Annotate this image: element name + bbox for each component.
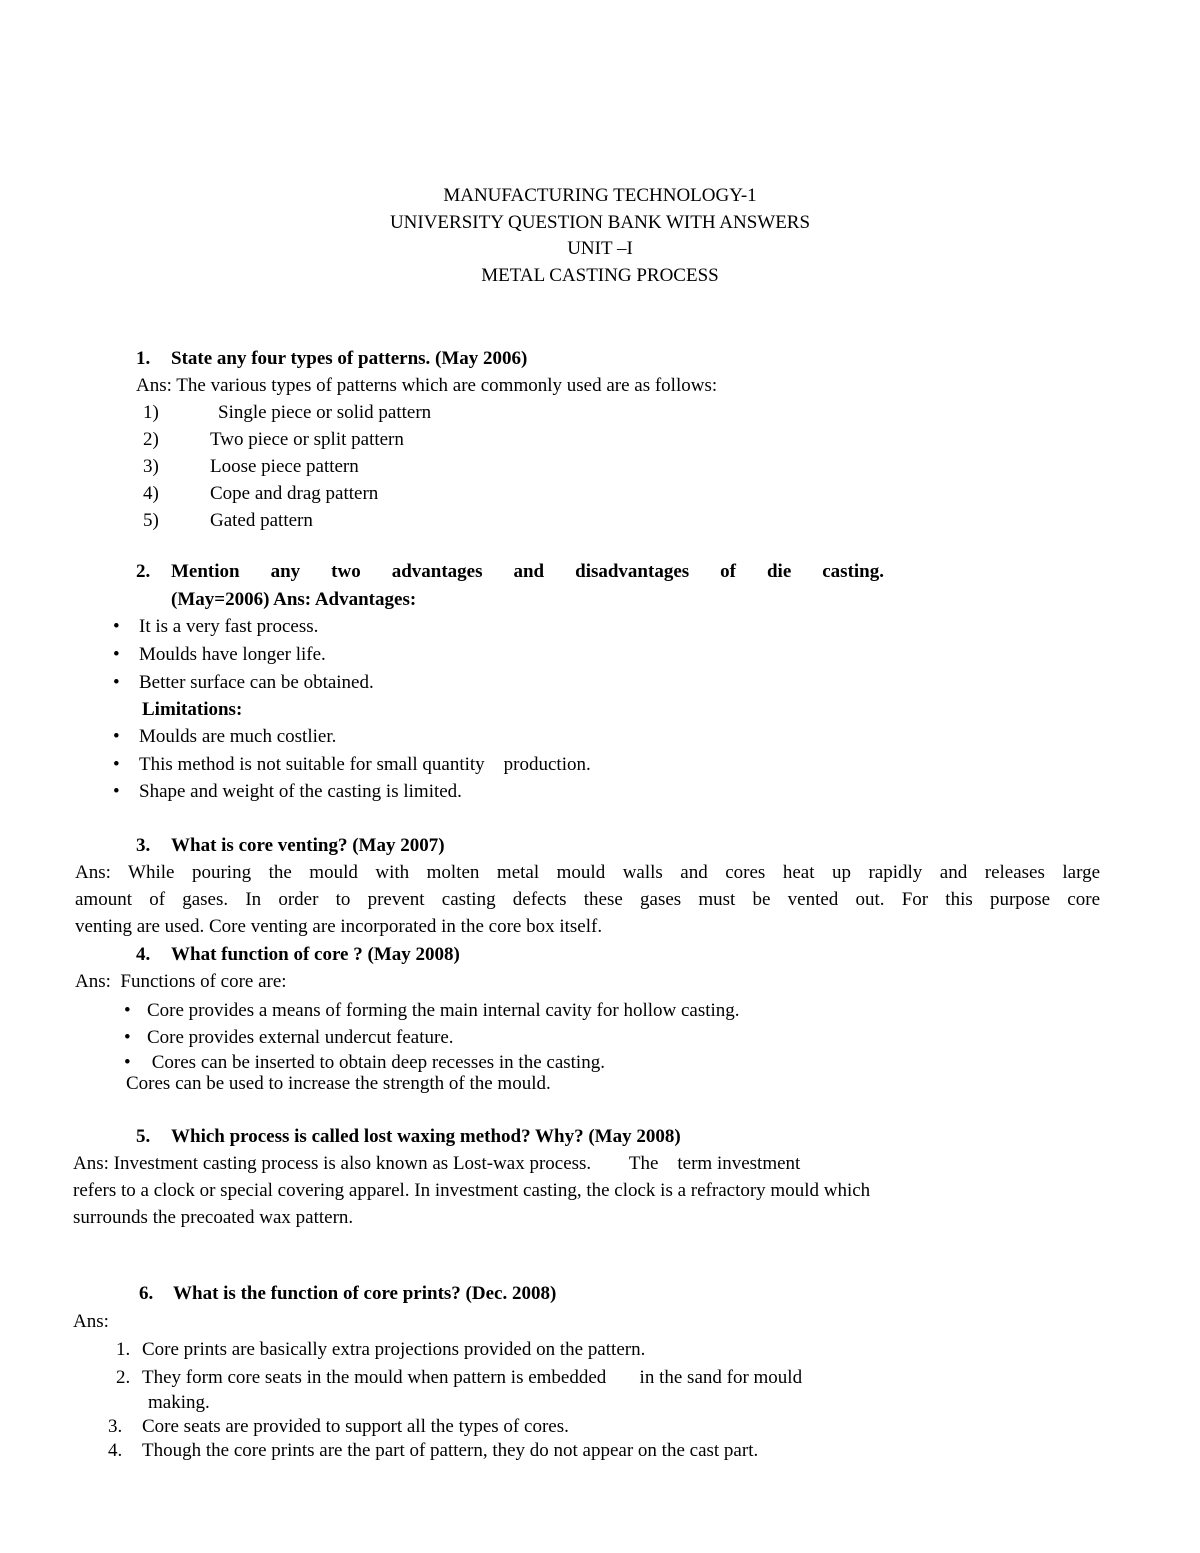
q2-advantage: Moulds have longer life. bbox=[139, 644, 326, 665]
q6-item-num: 4. bbox=[108, 1440, 123, 1461]
q6-answer-intro: Ans: bbox=[73, 1311, 109, 1332]
q4-answer-intro: Ans: Functions of core are: bbox=[75, 971, 287, 992]
q1-answer-intro: Ans: The various types of patterns which are commonly used are as follows: bbox=[136, 375, 718, 396]
bullet: • bbox=[124, 1027, 131, 1048]
q6-question: What is the function of core prints? (Dec. 2008) bbox=[173, 1283, 557, 1304]
q2-limitations-label: Limitations: bbox=[142, 699, 243, 720]
q4-item: Core provides external undercut feature. bbox=[147, 1027, 454, 1048]
bullet: • bbox=[113, 672, 120, 693]
q2-limitation: This method is not suitable for small quantity production. bbox=[139, 754, 591, 775]
q6-item: They form core seats in the mould when pattern is embedded in the sand for mould bbox=[142, 1367, 803, 1388]
q2-limitation: Shape and weight of the casting is limited. bbox=[139, 781, 462, 802]
q4-question: What function of core ? (May 2008) bbox=[171, 944, 460, 965]
q6-item: Core seats are provided to support all the types of cores. bbox=[142, 1416, 569, 1437]
doc-subtitle: UNIVERSITY QUESTION BANK WITH ANSWERS bbox=[389, 212, 811, 233]
q4-tail: Cores can be used to increase the strength of the mould. bbox=[126, 1073, 551, 1094]
bullet: • bbox=[113, 616, 120, 637]
q6-item: Core prints are basically extra projections provided on the pattern. bbox=[142, 1339, 646, 1360]
q1-item: Two piece or split pattern bbox=[210, 429, 404, 450]
bullet: • bbox=[113, 726, 120, 747]
q2-limitation: Moulds are much costlier. bbox=[139, 726, 337, 747]
q1-item: Cope and drag pattern bbox=[210, 483, 379, 504]
q3-question: What is core venting? (May 2007) bbox=[171, 835, 445, 856]
bullet: • bbox=[113, 644, 120, 665]
q2-question-cont: (May=2006) Ans: Advantages: bbox=[171, 589, 417, 610]
q5-answer-line: refers to a clock or special covering apparel. In investment casting, the clock is a refractory mould which bbox=[73, 1180, 871, 1201]
q5-question: Which process is called lost waxing method? Why? (May 2008) bbox=[171, 1126, 681, 1147]
q3-answer-line: Ans: While pouring the mould with molten metal mould walls and cores heat up rapidly and releases large bbox=[75, 862, 1100, 883]
q1-item-num: 5) bbox=[143, 510, 159, 531]
q3-answer-line: amount of gases. In order to prevent casting defects these gases must be vented out. For this purpose core bbox=[75, 889, 1100, 910]
q1-question: State any four types of patterns. (May 2006) bbox=[171, 348, 528, 369]
unit-title: METAL CASTING PROCESS bbox=[481, 265, 719, 286]
q2-advantage: Better surface can be obtained. bbox=[139, 672, 374, 693]
q1-number: 1. bbox=[136, 348, 151, 369]
bullet: • bbox=[113, 754, 120, 775]
bullet: • bbox=[124, 1000, 131, 1021]
q4-number: 4. bbox=[136, 944, 151, 965]
bullet: • bbox=[113, 781, 120, 802]
q1-item-num: 2) bbox=[143, 429, 159, 450]
q2-number: 2. bbox=[136, 561, 151, 582]
q6-item: Though the core prints are the part of pattern, they do not appear on the cast part. bbox=[142, 1440, 759, 1461]
unit-label: UNIT –I bbox=[567, 238, 633, 259]
q5-answer-line: surrounds the precoated wax pattern. bbox=[73, 1207, 354, 1228]
q1-item-num: 1) bbox=[143, 402, 159, 423]
q2-question: Mention any two advantages and disadvantages of die casting. bbox=[171, 561, 884, 582]
q5-answer-line: Ans: Investment casting process is also known as Lost-wax process. The term investment bbox=[73, 1153, 801, 1174]
q4-item: Core provides a means of forming the main internal cavity for hollow casting. bbox=[147, 1000, 740, 1021]
q6-item-num: 2. bbox=[116, 1367, 131, 1388]
q3-number: 3. bbox=[136, 835, 151, 856]
q4-item: Cores can be inserted to obtain deep recesses in the casting. bbox=[147, 1052, 605, 1073]
q6-item-num: 3. bbox=[108, 1416, 123, 1437]
q1-item-num: 4) bbox=[143, 483, 159, 504]
q1-item-num: 3) bbox=[143, 456, 159, 477]
q3-answer-line: venting are used. Core venting are incorporated in the core box itself. bbox=[75, 916, 603, 937]
q6-number: 6. bbox=[139, 1283, 154, 1304]
q1-item: Gated pattern bbox=[210, 510, 313, 531]
q6-item-cont: making. bbox=[148, 1392, 210, 1413]
q2-advantage: It is a very fast process. bbox=[139, 616, 319, 637]
q1-item: Single piece or solid pattern bbox=[218, 402, 432, 423]
q1-item: Loose piece pattern bbox=[210, 456, 359, 477]
q6-item-num: 1. bbox=[116, 1339, 131, 1360]
q5-number: 5. bbox=[136, 1126, 151, 1147]
bullet: • bbox=[124, 1052, 131, 1073]
doc-title: MANUFACTURING TECHNOLOGY-1 bbox=[443, 185, 757, 206]
